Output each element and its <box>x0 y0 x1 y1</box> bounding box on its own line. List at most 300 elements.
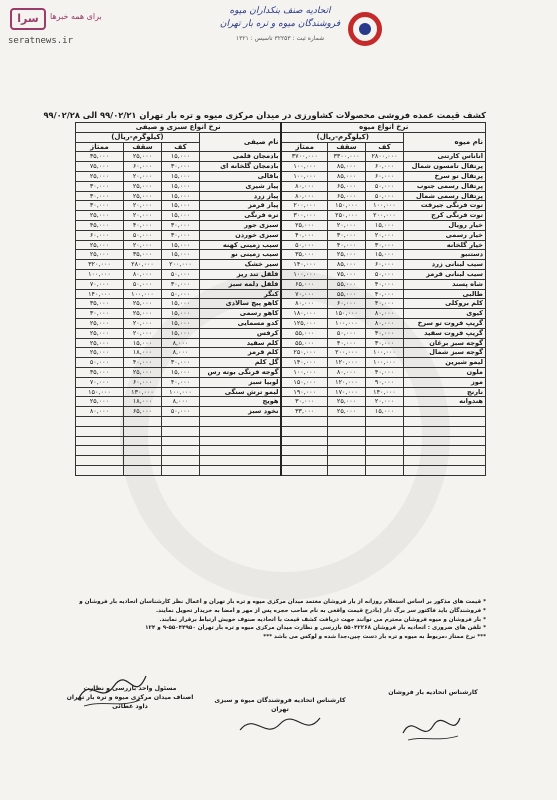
fruit-name-cell: گریپ فروت سفید <box>404 328 486 338</box>
fruit-max-cell: ۲۰۰,۰۰۰ <box>328 348 366 358</box>
veg-name-cell: سیب زمینی کهنه <box>199 240 281 250</box>
fruit-name-cell: پرتقال رسمی جنوب <box>404 181 486 191</box>
fruit-premium-cell: ۵۵,۰۰۰ <box>281 328 327 338</box>
fruit-min-cell: ۴۰,۰۰۰ <box>366 299 404 309</box>
fruit-min-cell <box>366 465 404 475</box>
fruit-max-cell: ۳۰,۰۰۰ <box>328 230 366 240</box>
fruit-premium-cell: ۸۰,۰۰۰ <box>281 181 327 191</box>
signature-bar-union <box>378 688 488 697</box>
fruit-min-cell <box>366 426 404 436</box>
fruit-min-cell: ۱۰۰,۰۰۰ <box>366 348 404 358</box>
veg-premium-cell: ۸۰,۰۰۰ <box>75 407 123 417</box>
fruit-min-cell: ۵۰,۰۰۰ <box>366 181 404 191</box>
veg-name-cell: تره فرنگی <box>199 211 281 221</box>
veg-max-cell: ۴۰,۰۰۰ <box>123 358 161 368</box>
veg-min-cell <box>161 465 199 475</box>
fruit-max-cell: ۱۵۰,۰۰۰ <box>328 309 366 319</box>
table-row <box>75 181 485 191</box>
fruit-section-header: نرخ انواع میوه <box>281 123 485 133</box>
veg-premium-cell: ۴۵,۰۰۰ <box>75 220 123 230</box>
veg-min-cell: ۳۰,۰۰۰ <box>161 279 199 289</box>
table-row <box>75 162 485 172</box>
fruit-name-cell: موز <box>404 377 486 387</box>
veg-max-cell: ۲۵,۰۰۰ <box>123 191 161 201</box>
price-table <box>75 122 486 476</box>
veg-premium-cell: ۱۵۰,۰۰۰ <box>75 387 123 397</box>
sheet-title: کشف قیمت عمده فروشی محصولات کشاورزی در میدان مرکزی میوه و تره بار تهران ۹۹/۰۲/۲۱ الی ۹۹/۰۲/۲۸ <box>43 110 486 120</box>
veg-name-cell: پیاز زرد <box>199 191 281 201</box>
fruit-min-cell: ۲۸۰۰,۰۰۰ <box>366 152 404 162</box>
fruit-col-min: کف <box>366 142 404 152</box>
veg-min-cell <box>161 446 199 456</box>
veg-name-cell: سیر خشک <box>199 260 281 270</box>
fruit-premium-cell: ۱۰۰,۰۰۰ <box>281 171 327 181</box>
veg-max-cell: ۵۰,۰۰۰ <box>123 279 161 289</box>
fruit-name-cell <box>404 436 486 446</box>
price-sheet <box>43 108 486 476</box>
veg-name-cell <box>199 426 281 436</box>
fruit-premium-cell: ۱۰۰,۰۰۰ <box>281 269 327 279</box>
table-row <box>75 338 485 348</box>
fruit-name-cell <box>404 446 486 456</box>
veg-premium-cell: ۲۵,۰۰۰ <box>75 338 123 348</box>
veg-max-cell <box>123 465 161 475</box>
veg-premium-cell <box>75 446 123 456</box>
fruit-premium-cell: ۲۵,۰۰۰ <box>281 220 327 230</box>
signature-inspection-line1: مسئول واحد بازرسی و نظارت <box>83 685 177 692</box>
veg-max-cell: ۶۰,۰۰۰ <box>123 162 161 172</box>
veg-col-min: کف <box>161 142 199 152</box>
fruit-name-cell: کیوی <box>404 309 486 319</box>
signature-inspection <box>60 684 200 711</box>
veg-name-cell: لوبیا سبز <box>199 377 281 387</box>
fruit-premium-cell <box>281 436 327 446</box>
veg-name-cell: کلم سفید <box>199 338 281 348</box>
signature-fruit-union <box>210 696 350 714</box>
veg-min-cell: ۱۵,۰۰۰ <box>161 318 199 328</box>
fruit-max-cell: ۲۵,۰۰۰ <box>328 407 366 417</box>
fruit-max-cell: ۴۰,۰۰۰ <box>328 240 366 250</box>
fruit-premium-cell: ۵۰,۰۰۰ <box>281 240 327 250</box>
fruit-name-cell: لیمو شیرین <box>404 358 486 368</box>
fruit-min-cell: ۱۵,۰۰۰ <box>366 250 404 260</box>
fruit-name-cell: خیار رویال <box>404 220 486 230</box>
veg-premium-cell: ۲۵,۰۰۰ <box>75 240 123 250</box>
table-row <box>75 367 485 377</box>
veg-name-cell: پیاز شیری <box>199 181 281 191</box>
veg-min-cell: ۱۵,۰۰۰ <box>161 181 199 191</box>
veg-min-cell: ۵۰,۰۰۰ <box>161 289 199 299</box>
fruit-name-cell: سیب لبنانی زرد <box>404 260 486 270</box>
fruit-premium-cell: ۲۵۰,۰۰۰ <box>281 348 327 358</box>
fruit-max-cell <box>328 465 366 475</box>
veg-premium-cell: ۳۵,۰۰۰ <box>75 367 123 377</box>
fruit-max-cell: ۱۰۰,۰۰۰ <box>328 318 366 328</box>
fruit-name-cell: کلم بروکلی <box>404 299 486 309</box>
fruit-max-cell <box>328 456 366 466</box>
fruit-name-cell: نارنج <box>404 387 486 397</box>
fruit-premium-cell: ۶۵,۰۰۰ <box>281 279 327 289</box>
fruit-name-cell: خیار گلخانه <box>404 240 486 250</box>
fruit-premium-cell: ۱۲۵,۰۰۰ <box>281 318 327 328</box>
fruit-premium-cell: ۴۰,۰۰۰ <box>281 230 327 240</box>
fruit-max-cell: ۴۰,۰۰۰ <box>328 338 366 348</box>
veg-max-cell: ۱۰۰,۰۰۰ <box>123 289 161 299</box>
signature-inspection-line2: اصناف میدان مرکزی میوه و تره بار تهران <box>66 694 194 701</box>
fruit-max-cell <box>328 416 366 426</box>
veg-min-cell <box>161 456 199 466</box>
veg-premium-cell: ۲۵,۰۰۰ <box>75 318 123 328</box>
veg-max-cell: ۵۰,۰۰۰ <box>123 230 161 240</box>
fruit-premium-cell: ۱۹۰,۰۰۰ <box>281 387 327 397</box>
fruit-max-cell: ۶۰,۰۰۰ <box>328 299 366 309</box>
veg-unit-header: (کیلوگرم-ریال) <box>75 132 199 142</box>
fruit-max-cell: ۲۵۰,۰۰۰ <box>328 211 366 221</box>
veg-min-cell: ۸,۰۰۰ <box>161 397 199 407</box>
fruit-name-cell <box>404 407 486 417</box>
fruit-max-cell: ۲۵,۰۰۰ <box>328 397 366 407</box>
veg-max-cell: ۱۳۰,۰۰۰ <box>123 387 161 397</box>
veg-premium-cell: ۱۴۰,۰۰۰ <box>75 289 123 299</box>
fruit-col-max: سقف <box>328 142 366 152</box>
fruit-name-cell: شاه پسند <box>404 279 486 289</box>
fruit-premium-cell <box>281 426 327 436</box>
fruit-premium-cell <box>281 416 327 426</box>
fruit-name-cell: خیار رسمی <box>404 230 486 240</box>
veg-min-cell: ۱۵,۰۰۰ <box>161 201 199 211</box>
veg-name-cell: بادمجان گلخانه ای <box>199 162 281 172</box>
veg-premium-cell: ۳۲۰,۰۰۰ <box>75 260 123 270</box>
fruit-name-cell: گوجه سبز شمال <box>404 348 486 358</box>
site-watermark <box>4 4 124 50</box>
fruit-min-cell: ۶۰,۰۰۰ <box>366 162 404 172</box>
handwritten-signature-icon <box>235 710 325 744</box>
notes-section <box>76 598 486 642</box>
fruit-min-cell: ۶۰,۰۰۰ <box>366 260 404 270</box>
fruit-name-cell: توت فرنگی جیرفت <box>404 201 486 211</box>
fruit-max-cell: ۸۵,۰۰۰ <box>328 171 366 181</box>
veg-col-max: سقف <box>123 142 161 152</box>
table-row <box>75 171 485 181</box>
fruit-min-cell: ۴۰,۰۰۰ <box>366 279 404 289</box>
veg-premium-cell: ۳۵,۰۰۰ <box>75 299 123 309</box>
veg-premium-cell: ۳۰,۰۰۰ <box>75 201 123 211</box>
fruit-name-cell: دستنبو <box>404 250 486 260</box>
note-3: * بار فروشان و میوه فروشان محترم می توانند جهت دریافت کشف قیمت با اتحادیه صنوف خویش ارتباط برقرار نمایند. <box>159 616 486 623</box>
veg-name-cell: کلم قرمز <box>199 348 281 358</box>
veg-min-cell: ۱۵,۰۰۰ <box>161 191 199 201</box>
veg-max-cell: ۲۵,۰۰۰ <box>123 367 161 377</box>
veg-name-header: نام صیفی <box>199 132 281 152</box>
table-row <box>75 152 485 162</box>
table-row <box>75 260 485 270</box>
fruit-premium-cell: ۱۴۰,۰۰۰ <box>281 260 327 270</box>
fruit-premium-cell: ۷۰,۰۰۰ <box>281 289 327 299</box>
veg-max-cell: ۱۸,۰۰۰ <box>123 397 161 407</box>
veg-name-cell <box>199 465 281 475</box>
veg-min-cell: ۳۰,۰۰۰ <box>161 220 199 230</box>
table-row <box>75 299 485 309</box>
site-url: seratnews.ir <box>8 36 74 46</box>
veg-name-cell: پیاز قرمز <box>199 201 281 211</box>
table-row <box>75 191 485 201</box>
fruit-max-cell: ۵۰,۰۰۰ <box>328 328 366 338</box>
fruit-premium-cell: ۱۵۰,۰۰۰ <box>281 377 327 387</box>
union-gear-logo-icon <box>348 12 382 46</box>
fruit-max-cell: ۶۵,۰۰۰ <box>328 191 366 201</box>
fruit-premium-cell: ۳۰,۰۰۰ <box>281 397 327 407</box>
veg-premium-cell <box>75 436 123 446</box>
fruit-min-cell: ۴۰,۰۰۰ <box>366 289 404 299</box>
veg-premium-cell: ۷۰,۰۰۰ <box>75 377 123 387</box>
veg-max-cell <box>123 446 161 456</box>
veg-name-cell: کاهو پیچ سالادی <box>199 299 281 309</box>
veg-name-cell: کدو مسمایی <box>199 318 281 328</box>
table-row <box>75 387 485 397</box>
handwritten-signature-icon <box>398 708 468 748</box>
veg-premium-cell: ۲۵,۰۰۰ <box>75 211 123 221</box>
fruit-min-cell <box>366 416 404 426</box>
table-row <box>75 279 485 289</box>
veg-max-cell <box>123 456 161 466</box>
fruit-max-cell: ۵۵,۰۰۰ <box>328 279 366 289</box>
signature-inspection-name: داود عطائی <box>112 703 148 710</box>
veg-max-cell: ۲۰,۰۰۰ <box>123 328 161 338</box>
veg-premium-cell: ۳۵,۰۰۰ <box>75 152 123 162</box>
site-tagline: برای همه خبرها <box>50 12 102 21</box>
veg-min-cell: ۱۵,۰۰۰ <box>161 367 199 377</box>
fruit-min-cell: ۲۰۰,۰۰۰ <box>366 211 404 221</box>
fruit-min-cell: ۶۰,۰۰۰ <box>366 171 404 181</box>
veg-name-cell: فلفل دلمه سبز <box>199 279 281 289</box>
veg-name-cell <box>199 436 281 446</box>
fruit-max-cell: ۱۲۰,۰۰۰ <box>328 377 366 387</box>
fruit-name-cell: پرتقال رسمی شمال <box>404 191 486 201</box>
veg-premium-cell: ۲۵,۰۰۰ <box>75 397 123 407</box>
veg-name-cell: کنگر <box>199 289 281 299</box>
fruit-max-cell: ۶۵,۰۰۰ <box>328 181 366 191</box>
veg-premium-cell: ۷۵,۰۰۰ <box>75 162 123 172</box>
table-row <box>75 377 485 387</box>
fruit-max-cell: ۱۵۰,۰۰۰ <box>328 201 366 211</box>
veg-premium-cell: ۳۰,۰۰۰ <box>75 191 123 201</box>
veg-name-cell: کرفس <box>199 328 281 338</box>
veg-min-cell: ۴۰,۰۰۰ <box>161 377 199 387</box>
fruit-name-cell <box>404 416 486 426</box>
fruit-name-cell: سیب لبنانی قرمز <box>404 269 486 279</box>
veg-min-cell: ۱۵,۰۰۰ <box>161 211 199 221</box>
veg-min-cell: ۱۵,۰۰۰ <box>161 171 199 181</box>
veg-premium-cell: ۱۰۰,۰۰۰ <box>75 269 123 279</box>
veg-name-cell: فلفل تند ریز <box>199 269 281 279</box>
table-row <box>75 407 485 417</box>
fruit-min-cell: ۱۴۰,۰۰۰ <box>366 387 404 397</box>
veg-name-cell <box>199 456 281 466</box>
veg-name-cell: بادمجان قلمی <box>199 152 281 162</box>
veg-premium-cell: ۶۰,۰۰۰ <box>75 230 123 240</box>
table-row <box>75 456 485 466</box>
veg-col-premium: ممتاز <box>75 142 123 152</box>
fruit-name-cell: گریپ فروت تو سرخ <box>404 318 486 328</box>
veg-min-cell: ۳۰,۰۰۰ <box>161 358 199 368</box>
fruit-min-cell: ۱۰۰,۰۰۰ <box>366 358 404 368</box>
fruit-premium-cell: ۱۴۰,۰۰۰ <box>281 358 327 368</box>
table-row <box>75 289 485 299</box>
table-row <box>75 201 485 211</box>
fruit-name-cell: اناناس کارتنی <box>404 152 486 162</box>
veg-min-cell <box>161 426 199 436</box>
fruit-max-cell <box>328 426 366 436</box>
fruit-min-cell <box>366 446 404 456</box>
veg-premium-cell: ۲۵,۰۰۰ <box>75 348 123 358</box>
veg-max-cell: ۲۰,۰۰۰ <box>123 211 161 221</box>
fruit-max-cell: ۲۵,۰۰۰ <box>328 250 366 260</box>
veg-premium-cell: ۲۵,۰۰۰ <box>75 328 123 338</box>
veg-max-cell: ۲۵,۰۰۰ <box>123 181 161 191</box>
veg-premium-cell: ۳۰,۰۰۰ <box>75 309 123 319</box>
letterhead-line2: فروشندگان میوه و تره بار تهران <box>219 19 341 29</box>
table-row <box>75 250 485 260</box>
fruit-premium-cell: ۱۰۰,۰۰۰ <box>281 367 327 377</box>
veg-min-cell: ۵۰,۰۰۰ <box>161 269 199 279</box>
fruit-max-cell: ۳۳۰۰,۰۰۰ <box>328 152 366 162</box>
fruit-premium-cell: ۳۳,۰۰۰ <box>281 407 327 417</box>
veg-name-cell <box>199 446 281 456</box>
veg-min-cell: ۲۰۰,۰۰۰ <box>161 260 199 270</box>
veg-min-cell: ۳۰,۰۰۰ <box>161 230 199 240</box>
fruit-name-cell: هندوانه <box>404 397 486 407</box>
fruit-premium-cell <box>281 465 327 475</box>
veg-max-cell: ۶۵,۰۰۰ <box>123 407 161 417</box>
veg-min-cell: ۱۵,۰۰۰ <box>161 328 199 338</box>
fruit-name-cell <box>404 465 486 475</box>
fruit-min-cell: ۸۰,۰۰۰ <box>366 309 404 319</box>
table-row <box>75 309 485 319</box>
fruit-min-cell: ۲۰,۰۰۰ <box>366 230 404 240</box>
veg-max-cell: ۲۰,۰۰۰ <box>123 318 161 328</box>
note-5: *** نرخ ممتاز ،مربوط به میوه و تره بار دست چین،جدا شده و لوکس می باشد *** <box>263 634 486 641</box>
veg-name-cell <box>199 416 281 426</box>
letterhead-line1: اتحادیه صنف بنکداران میوه <box>229 6 331 16</box>
fruit-name-cell: پرتقال تامسون شمال <box>404 162 486 172</box>
table-row <box>75 416 485 426</box>
fruit-max-cell: ۱۲۰,۰۰۰ <box>328 358 366 368</box>
veg-max-cell: ۴۰,۰۰۰ <box>123 220 161 230</box>
table-row <box>75 318 485 328</box>
veg-name-cell: نخود سبز <box>199 407 281 417</box>
table-row <box>75 358 485 368</box>
table-row <box>75 348 485 358</box>
handwritten-signature-icon <box>70 670 150 710</box>
fruit-min-cell: ۳۰,۰۰۰ <box>366 338 404 348</box>
fruit-premium-cell: ۲۰۰,۰۰۰ <box>281 201 327 211</box>
table-row <box>75 269 485 279</box>
veg-max-cell <box>123 436 161 446</box>
veg-max-cell: ۱۵,۰۰۰ <box>123 338 161 348</box>
note-2: * فروشندگان باید فاکتور سر برگ دار (بادرج قیمت واقعی به نام صاحب حجره پس از مهر و امضا به خریدار تحویل نمایند. <box>155 607 486 614</box>
fruit-min-cell: ۴۰,۰۰۰ <box>366 367 404 377</box>
table-row <box>75 465 485 475</box>
veg-max-cell <box>123 416 161 426</box>
fruit-premium-cell <box>281 456 327 466</box>
veg-min-cell: ۱۵,۰۰۰ <box>161 299 199 309</box>
veg-max-cell: ۲۸۰,۰۰۰ <box>123 260 161 270</box>
veg-min-cell <box>161 436 199 446</box>
fruit-max-cell: ۵۵,۰۰۰ <box>328 289 366 299</box>
fruit-premium-cell: ۸۰,۰۰۰ <box>281 191 327 201</box>
fruit-min-cell: ۵۰,۰۰۰ <box>366 191 404 201</box>
veg-min-cell: ۵۰,۰۰۰ <box>161 407 199 417</box>
fruit-min-cell: ۲۰,۰۰۰ <box>366 397 404 407</box>
fruit-premium-cell: ۳۰۰,۰۰۰ <box>281 211 327 221</box>
fruit-min-cell: ۸۰,۰۰۰ <box>366 318 404 328</box>
fruit-max-cell: ۲۰,۰۰۰ <box>328 220 366 230</box>
veg-name-cell: کاهو رسمی <box>199 309 281 319</box>
fruit-unit-header: (کیلوگرم-ریال) <box>281 132 403 142</box>
fruit-name-cell <box>404 426 486 436</box>
veg-max-cell: ۲۰,۰۰۰ <box>123 201 161 211</box>
veg-premium-cell <box>75 456 123 466</box>
fruit-premium-cell <box>281 446 327 456</box>
signature-bar-union-title: کارشناس اتحادیه بار فروشان <box>388 689 478 696</box>
veg-min-cell: ۸,۰۰۰ <box>161 338 199 348</box>
fruit-max-cell: ۸۵,۰۰۰ <box>328 260 366 270</box>
fruit-premium-cell: ۸۰,۰۰۰ <box>281 299 327 309</box>
table-row <box>75 397 485 407</box>
signature-fruit-union-title: کارشناس اتحادیه فروشندگان میوه و سبزی تهران <box>214 697 346 713</box>
veg-section-header: نرخ انواع سبزی و صیفی <box>75 123 281 133</box>
veg-premium-cell: ۳۰,۰۰۰ <box>75 181 123 191</box>
veg-name-cell: باقالی <box>199 171 281 181</box>
veg-name-cell: گل کلم <box>199 358 281 368</box>
fruit-name-cell: طالبی <box>404 289 486 299</box>
veg-min-cell: ۸,۰۰۰ <box>161 348 199 358</box>
veg-max-cell: ۸۰,۰۰۰ <box>123 269 161 279</box>
fruit-min-cell <box>366 456 404 466</box>
veg-min-cell: ۳۰,۰۰۰ <box>161 162 199 172</box>
fruit-name-cell: توت فرنگی کرج <box>404 211 486 221</box>
fruit-premium-cell: ۳۷۰۰,۰۰۰ <box>281 152 327 162</box>
fruit-max-cell: ۸۰,۰۰۰ <box>328 367 366 377</box>
veg-max-cell <box>123 426 161 436</box>
fruit-name-cell: ملون <box>404 367 486 377</box>
fruit-max-cell: ۱۷۰,۰۰۰ <box>328 387 366 397</box>
fruit-min-cell: ۴۰,۰۰۰ <box>366 328 404 338</box>
fruit-min-cell: ۱۰۰,۰۰۰ <box>366 201 404 211</box>
fruit-premium-cell: ۳۵,۰۰۰ <box>281 250 327 260</box>
fruit-min-cell: ۹۰,۰۰۰ <box>366 377 404 387</box>
veg-name-cell: سیب زمینی نو <box>199 250 281 260</box>
fruit-max-cell: ۷۵,۰۰۰ <box>328 269 366 279</box>
fruit-name-header: نام میوه <box>404 132 486 152</box>
veg-premium-cell: ۲۵,۰۰۰ <box>75 171 123 181</box>
letterhead-registration: شماره ثبت : ۳۲۲۵۳ تاسیس : ۱۳۲۱ <box>235 35 325 42</box>
fruit-min-cell: ۳۰,۰۰۰ <box>366 240 404 250</box>
veg-premium-cell <box>75 416 123 426</box>
veg-premium-cell <box>75 426 123 436</box>
note-1: * قیمت های مذکور بر اساس استعلام روزانه از بار فروشان معتمد میدان مرکزی میوه و تره بار تهران و اعمال نظر کارشناسان اتحادیه بار فروشان و <box>79 599 486 605</box>
veg-max-cell: ۲۵,۰۰۰ <box>123 299 161 309</box>
site-logo: سرا <box>10 8 46 30</box>
table-row <box>75 426 485 436</box>
table-row <box>75 240 485 250</box>
table-row <box>75 220 485 230</box>
fruit-premium-cell: ۱۰۰,۰۰۰ <box>281 162 327 172</box>
veg-min-cell: ۱۵,۰۰۰ <box>161 309 199 319</box>
veg-name-cell: هویج <box>199 397 281 407</box>
veg-min-cell: ۱۰۰,۰۰۰ <box>161 387 199 397</box>
fruit-max-cell <box>328 436 366 446</box>
